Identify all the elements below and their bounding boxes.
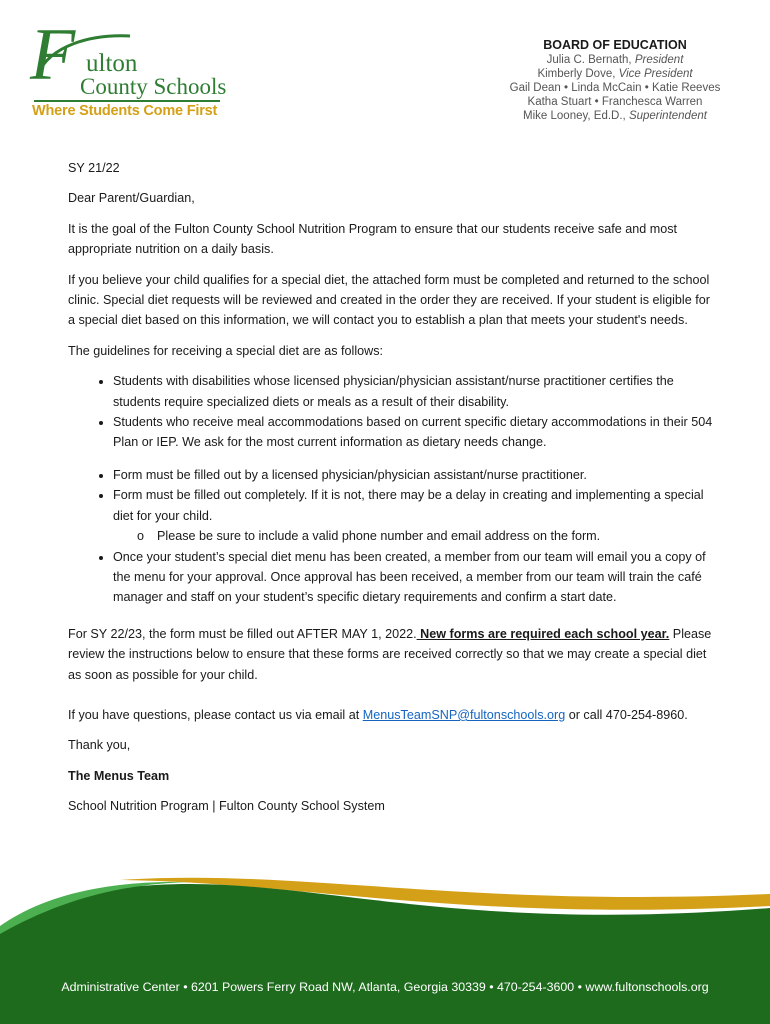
new-forms-notice: New forms are required each school year. (416, 626, 670, 641)
board-line-5: Mike Looney, Ed.D., Superintendent (523, 110, 707, 122)
board-line-4: Katha Stuart • Franchesca Warren (527, 96, 703, 108)
board-line-2: Kimberly Dove, Vice President (537, 68, 693, 80)
board-of-education (470, 38, 760, 123)
footer-wave (0, 868, 770, 1024)
logo-divider (34, 100, 220, 102)
board-line-3: Gail Dean • Linda McCain • Katie Reeves (509, 82, 721, 94)
paragraph-eligibility: If you believe your child qualifies for a special diet, the attached form must be completed and returned to the school clinic. Special diet requests will be reviewed and created in the order they are received. If your student is eligible for a special diet based on this information, we will contact you to establish a plan that meets your student's needs. (68, 272, 710, 328)
list-item: • Once your student’s special diet menu has been created, a member from our team will email you a copy of the menu for your approval. Once approval has been received, a member from our team will train the café manager and staff on your student’s specific dietary requirements and confirm a start date. (113, 547, 718, 608)
list-item: • Students with disabilities whose licensed physician/physician assistant/nurse practitioner certifies the students require specialized diets or meals as a result of their disability. (113, 371, 718, 412)
email-link[interactable]: MenusTeamSNP@fultonschools.org (362, 707, 566, 722)
letter-body (68, 158, 718, 827)
greeting: Dear Parent/Guardian, (68, 191, 195, 206)
logo-text-line2: County Schools (80, 74, 227, 99)
sub-list-item: o Please be sure to include a valid phone number and email address on the form. (137, 526, 718, 546)
guidelines-list-b (68, 465, 718, 608)
school-year: SY 21/22 (68, 161, 120, 175)
paragraph-sy-2223: For SY 22/23, the form must be filled out AFTER MAY 1, 2022. New forms are required each school year. Please review the instructions below to ensure that these forms are received correctly so that we may create a special diet as soon as possible for your child. (68, 626, 712, 682)
fulton-county-schools-logo (30, 14, 230, 126)
list-item: • Students who receive meal accommodations based on current specific dietary accommodations in their 504 Plan or IEP. We ask for the most current information as dietary needs change. (113, 412, 718, 453)
guidelines-list-a (68, 371, 718, 453)
list-item: • Form must be filled out completely. If it is not, there may be a delay in creating and implementing a special diet for your child. (113, 485, 718, 526)
paragraph-goal: It is the goal of the Fulton County School Nutrition Program to ensure that our students receive safe and most appropriate nutrition on a daily basis. (68, 221, 678, 257)
paragraph-contact: If you have questions, please contact us via email at MenusTeamSNP@fultonschools.org or call 470-254-8960. (68, 707, 688, 722)
footer-address: Administrative Center • 6201 Powers Ferry Road NW, Atlanta, Georgia 30339 • 470-254-3600 • www.fultonschools.org (61, 980, 709, 994)
logo-tagline: Where Students Come First (32, 103, 218, 119)
signature-name: The Menus Team (68, 768, 170, 783)
logo-text-line1: ulton (86, 50, 138, 77)
board-title: BOARD OF EDUCATION (543, 38, 687, 52)
guidelines-intro: The guidelines for receiving a special diet are as follows: (68, 343, 384, 358)
logo-letter-f: F (30, 14, 76, 96)
board-line-1: Julia C. Bernath, President (546, 54, 684, 66)
closing: Thank you, (68, 738, 131, 753)
list-item: • Form must be filled out by a licensed physician/physician assistant/nurse practitioner. (113, 465, 718, 485)
signature-org: School Nutrition Program | Fulton County School System (68, 799, 385, 814)
